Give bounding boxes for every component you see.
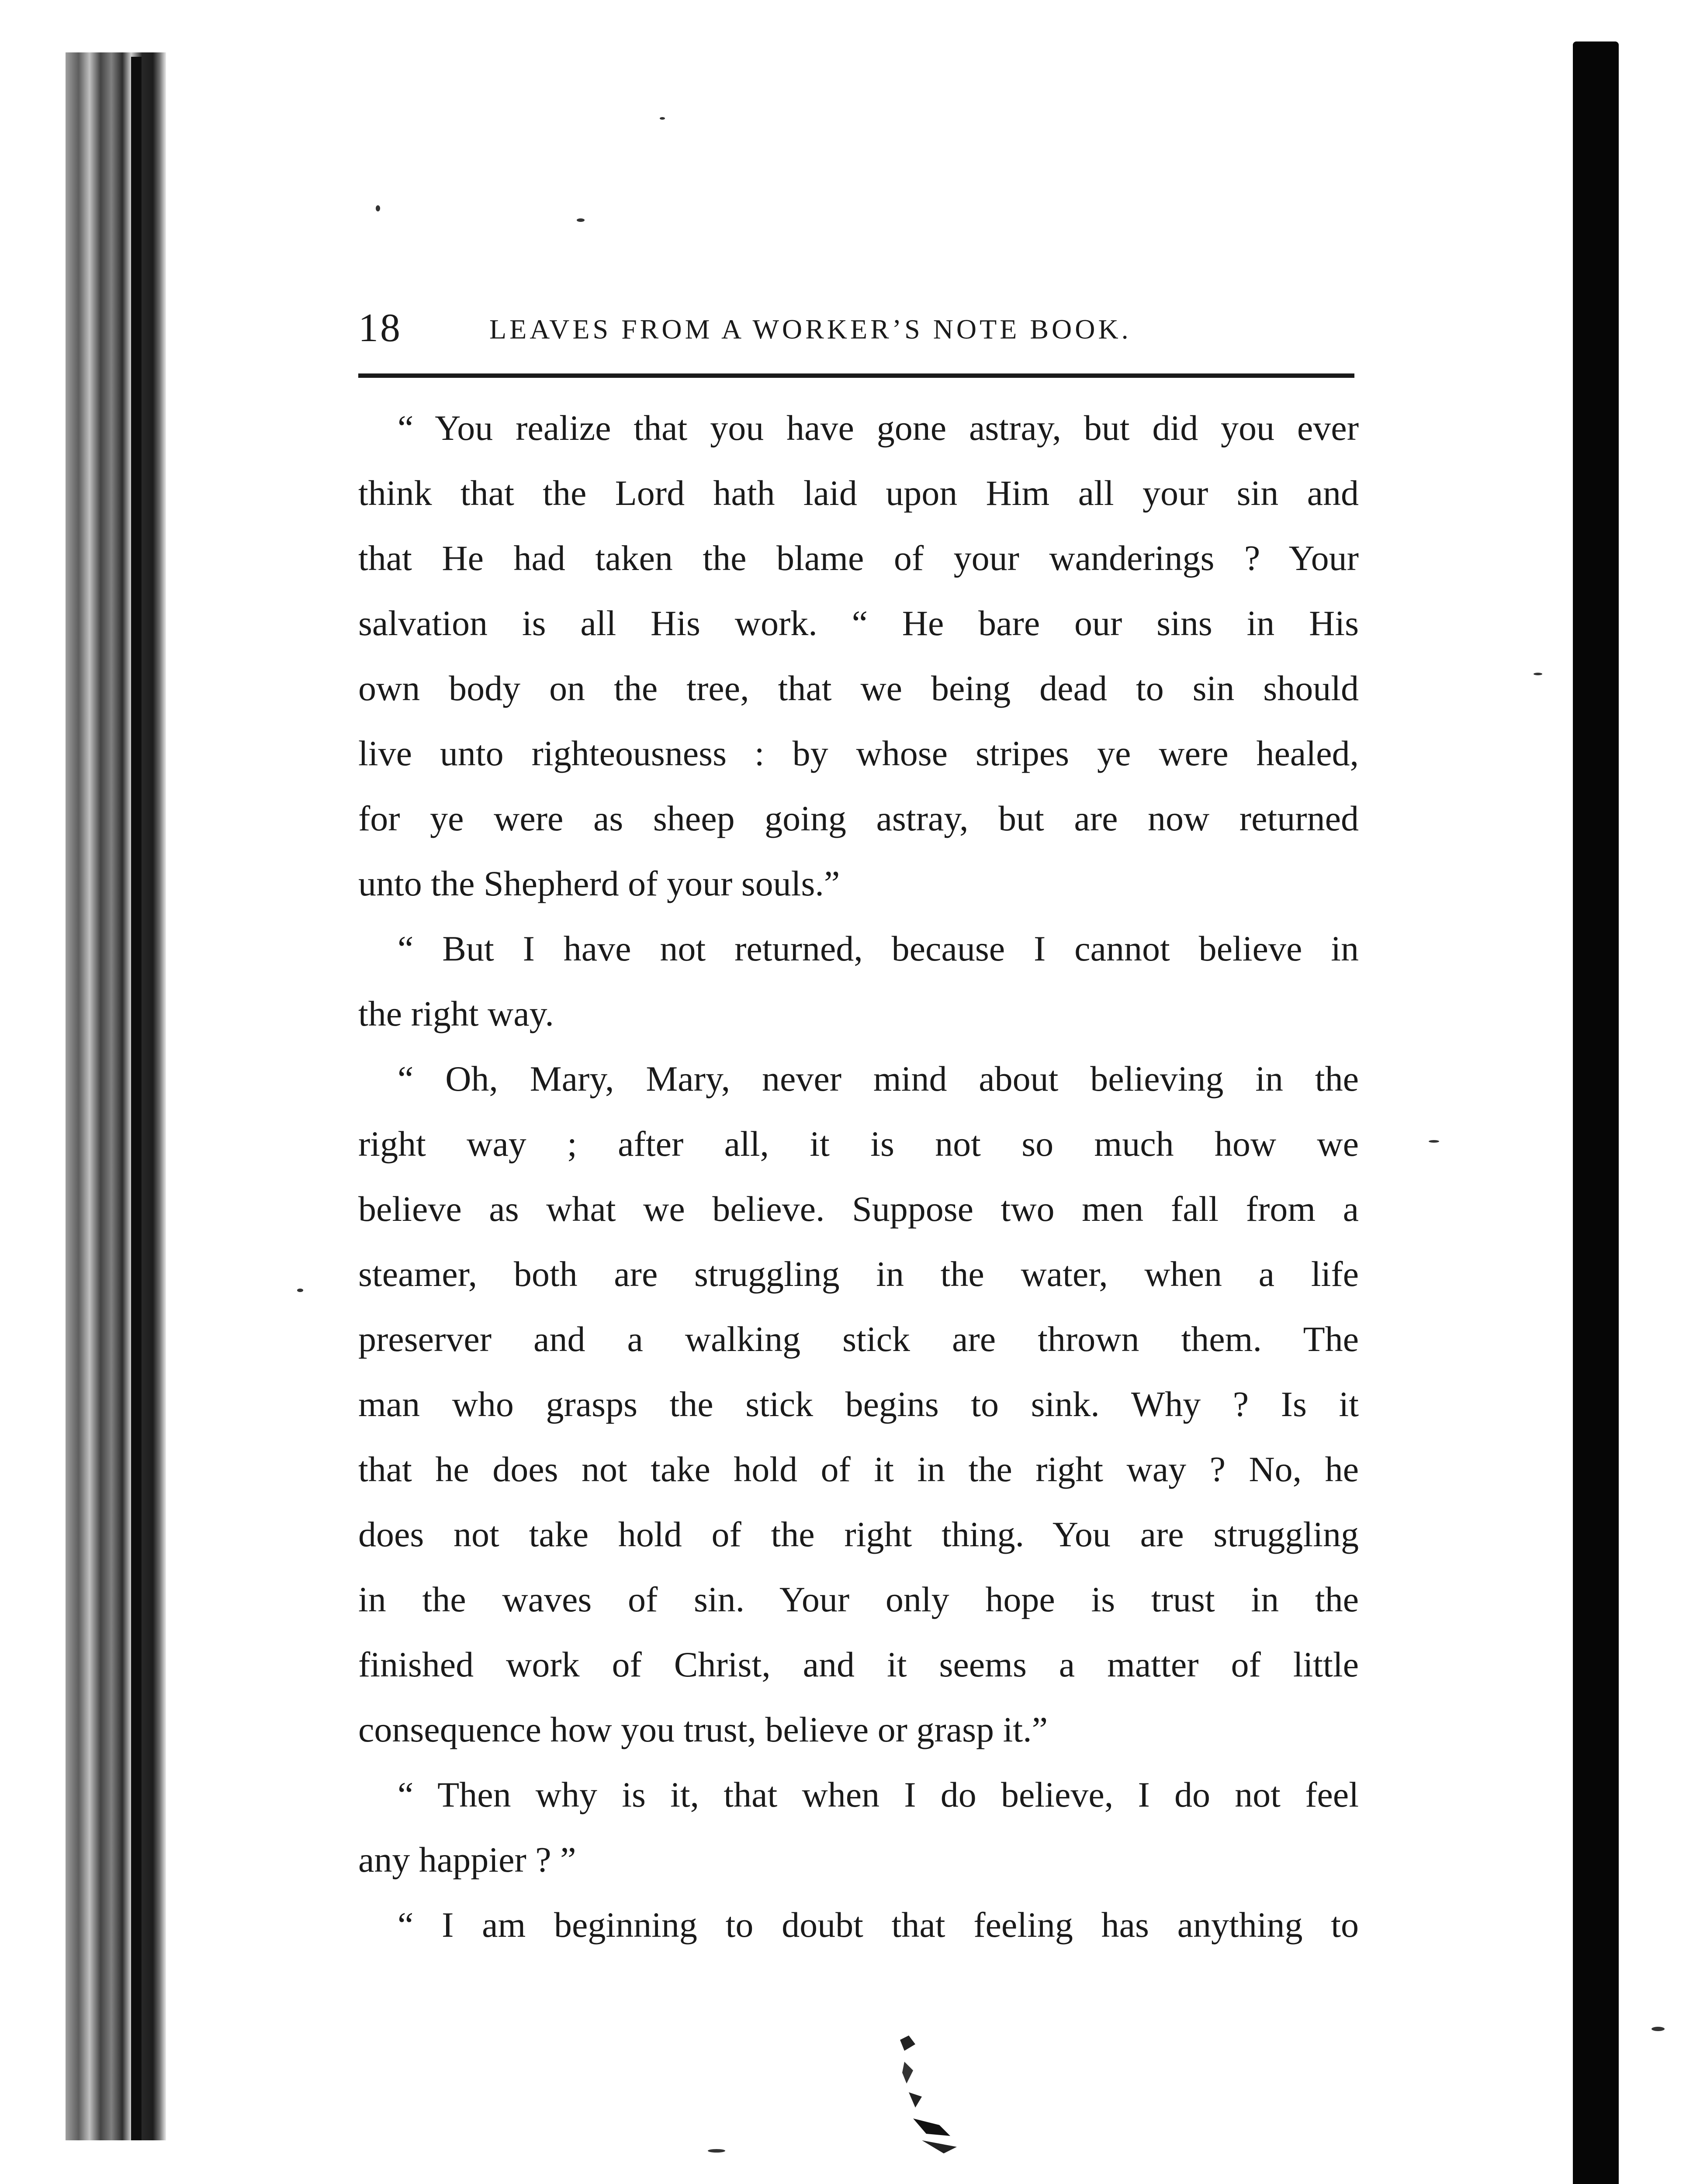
text-line: finished work of Christ, and it seems a matter of little xyxy=(358,1645,1359,1684)
text-line: preserver and a walking stick are thrown them. The xyxy=(358,1319,1359,1359)
dust-speck xyxy=(376,205,380,211)
text-line: believe as what we believe. Suppose two men fall from a xyxy=(358,1189,1359,1229)
text-line: “ Then why is it, that when I do believe, I do not feel xyxy=(398,1775,1359,1814)
dust-speck xyxy=(577,218,585,222)
text-line: think that the Lord hath laid upon Him all your sin and xyxy=(358,473,1359,513)
left-binding-shadow xyxy=(66,52,166,2140)
text-line: salvation is all His work. “ He bare our sins in His xyxy=(358,603,1359,643)
text-line: “ I am beginning to doubt that feeling has anything to xyxy=(398,1905,1359,1945)
body-text xyxy=(358,395,1359,1957)
text-line: “ You realize that you have gone astray, but did you ever xyxy=(398,408,1359,448)
text-line: man who grasps the stick begins to sink. Why ? Is it xyxy=(358,1384,1359,1424)
text-line: that he does not take hold of it in the right way ? No, he xyxy=(358,1449,1359,1489)
page-number: 18 xyxy=(358,305,402,350)
right-binding-shadow xyxy=(1573,41,1619,2184)
text-line: own body on the tree, that we being dead to sin should xyxy=(358,668,1359,708)
ink-blot-ornament xyxy=(874,2031,970,2162)
text-line: for ye were as sheep going astray, but are now returned xyxy=(358,798,1359,838)
text-line: consequence how you trust, believe or grasp it.” xyxy=(358,1710,1048,1749)
dust-speck xyxy=(1534,673,1542,675)
dust-speck xyxy=(708,2149,725,2153)
text-line: that He had taken the blame of your wanderings ? Your xyxy=(358,538,1359,578)
dust-speck xyxy=(660,117,665,120)
page-header xyxy=(358,304,1354,365)
text-line: “ Oh, Mary, Mary, never mind about believing in the xyxy=(398,1059,1359,1099)
text-line: steamer, both are struggling in the water, when a life xyxy=(358,1254,1359,1294)
text-line: live unto righteousness : by whose stripes ye were healed, xyxy=(358,733,1359,773)
running-head: LEAVES FROM A WORKER’S NOTE BOOK. xyxy=(489,314,1132,345)
text-line: does not take hold of the right thing. You are struggling xyxy=(358,1514,1359,1554)
text-line: unto the Shepherd of your souls.” xyxy=(358,864,840,903)
text-line: any happier ? ” xyxy=(358,1840,576,1880)
text-line: right way ; after all, it is not so much how we xyxy=(358,1124,1359,1164)
text-line: the right way. xyxy=(358,994,554,1033)
dust-speck xyxy=(1429,1140,1439,1143)
text-line: “ But I have not returned, because I cannot believe in xyxy=(398,929,1359,968)
left-binding-edge xyxy=(131,57,142,2140)
dust-speck xyxy=(1652,2027,1665,2031)
header-rule xyxy=(358,373,1354,378)
text-line: in the waves of sin. Your only hope is trust in the xyxy=(358,1579,1359,1619)
dust-speck xyxy=(297,1289,303,1292)
